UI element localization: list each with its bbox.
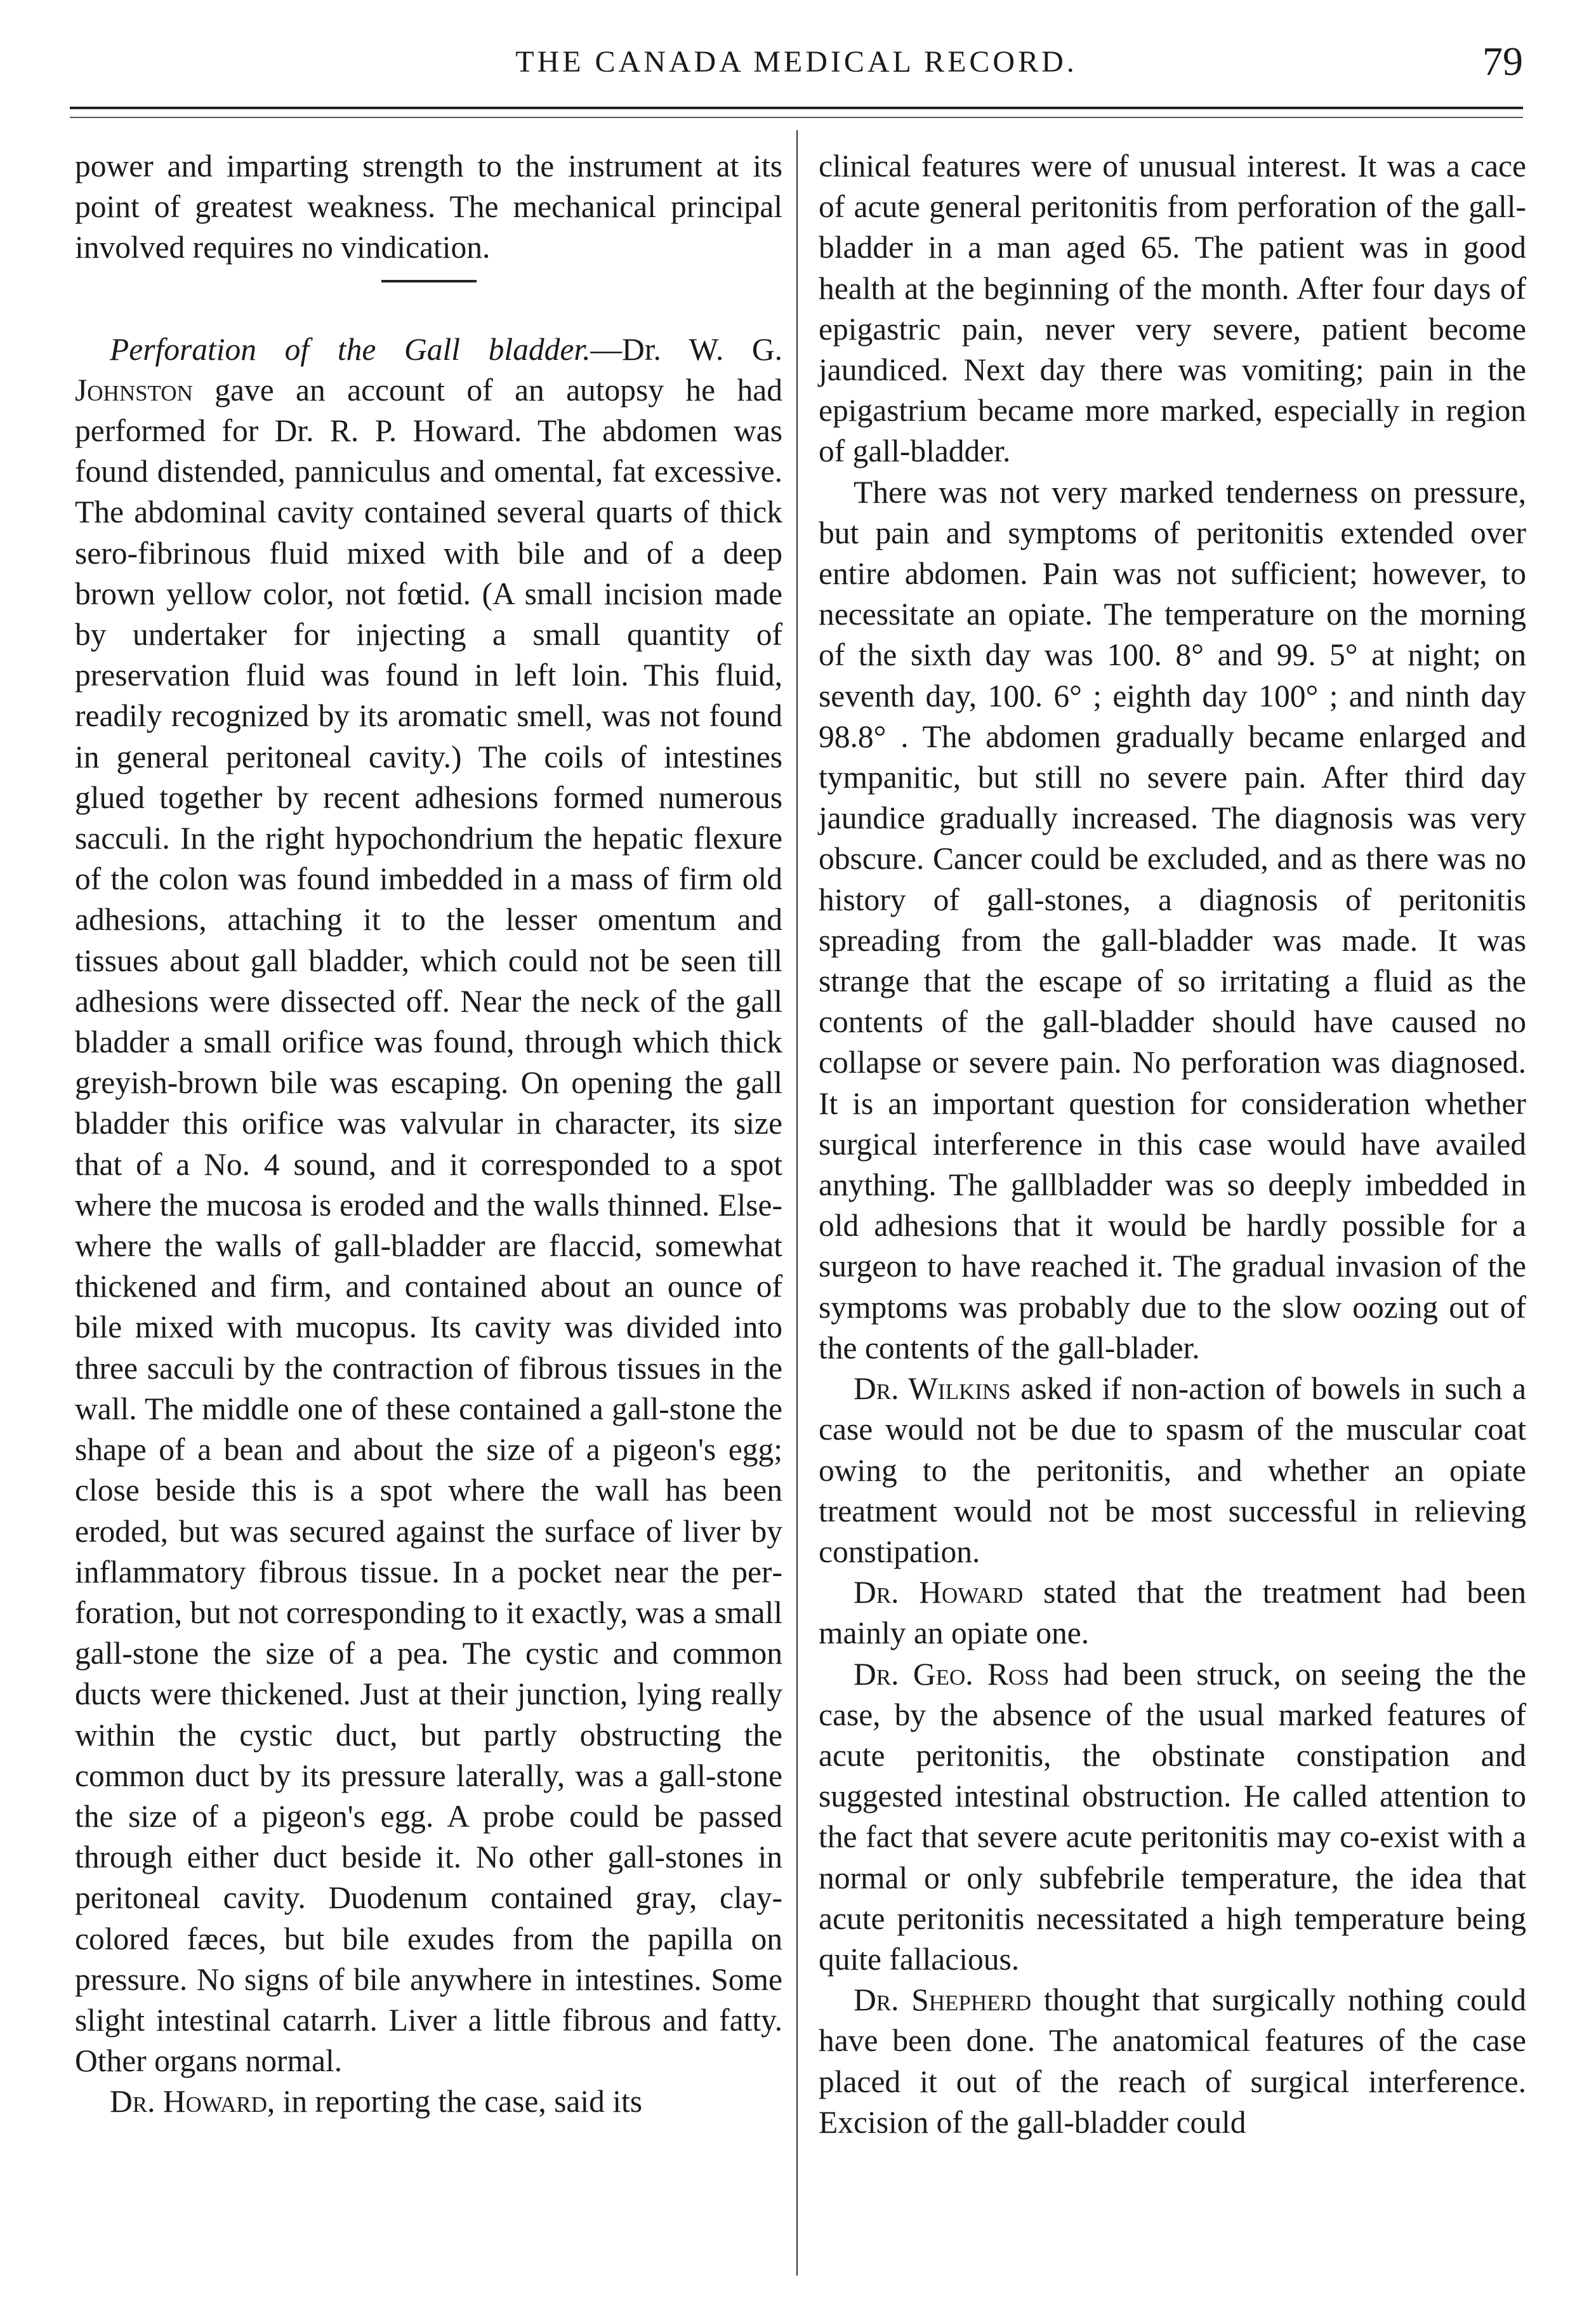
right-column [819, 146, 1526, 2143]
page-number: 79 [1482, 39, 1523, 84]
paragraph-shepherd [819, 1980, 1526, 2143]
speaker-name: Dr. Howard [854, 1575, 1024, 1610]
author-name: Johnston [75, 372, 193, 408]
paragraph-howard-reply [819, 1572, 1526, 1654]
left-column [75, 146, 782, 2123]
paragraph-body: had been struck, on seeing the the case, by the absence of the usual marked features of acute peritonitis, the obstinate constipation and suggested intestinal obstruction. He called attention to the fact that severe acute peritonitis may co-exist with a normal or only subfebrile temperature, the idea that acute peritonitis necessitated a high temperature being quite fallacious. [819, 1656, 1526, 1977]
paragraph-ross [819, 1654, 1526, 1980]
paragraph-continuation: power and imparting strength to the instrument at its point of greatest weakness. The mechanical principal involved requires no vindication. [75, 149, 782, 265]
section-dash: —Dr. W. G. [590, 331, 782, 367]
running-header [70, 38, 1523, 95]
section-separator [381, 280, 477, 282]
paragraph-body: gave an account of an autopsy he had performed for Dr. R. P. Howard. The abdomen was found distended, panniculus and omental, fat excessive. The abdominal cavity contained several quarts of thick sero-fibrinous fluid mixed with bile and of a deep brown yellow color, not fœtid. (A small incision made by undertaker for injecting a small quantity of preservation fluid was found in left loin. This fluid, readily recognized by its aromatic smell, was not found in general peritoneal cavity.) The coils of intestines glued together by recent adhesions formed numerous sacculi. In the right hypochondrium the hepatic flexure of the colon was found imbedded in a mass of firm old adhesions, attaching it to the lesser omentum and tissues about gall bladder, which could not be seen till adhesions were dissected off. Near the neck of the gall bladder a small orifice was found, through which thick greyish-brown bile was escaping. On opening the gall bladder this orifice was valvular in character, its size that of a No. 4 sound, and it corresponded to a spot where the mucosa is eroded and the walls thinned. Elsewhere the walls of gall-bladder are flaccid, somewhat thickened and firm, and contained about an ounce of bile mixed with mucopus. Its cavity was divided into three sacculi by the contraction of fibrous tissues in the wall. The middle one of these contained a gall-stone the shape of a bean and about the size of a pigeon's egg; close beside this is a spot where the wall has been eroded, but was secured against the surface of liver by inflammatory fibrous tissue. In a pocket near the perforation, but not corresponding to it exactly, was a small gall-stone the size of a pea. The cystic and common ducts were thickened. Just at their junction, lying really within the cystic duct, but partly obstructing the common duct by its pressure laterally, was a gall-stone the size of a pigeon's egg. A probe could be passed through either duct beside it. No other gall-stones in peritoneal cavity. Duodenum contained gray, claycolored fæces, but bile exudes from the papilla on pressure. No signs of bile anywhere in intestines. Some slight intestinal catarrh. Liver a little fibrous and fatty. Other organs normal. [75, 372, 782, 2079]
speaker-name: Dr. Geo. Ross [854, 1656, 1050, 1692]
paragraph-symptoms: There was not very marked tenderness on pressure, but pain and symptoms of peritonitis extended over entire abdomen. Pain was not sufficient; however, to necessitate an opiate. The temperature on the morning of the sixth day was 100. 8° and 99. 5° at night; on seventh day, 100. 6° ; eighth day 100° ; and ninth day 98.8° . The abdomen gradually became enlarged and tympanitic, but still no severe pain. After third day jaundice gradually increased. The diagnosis was very obscure. Cancer could be excluded, and as there was no history of gall-stones, a diagnosis of peritonitis spreading from the gall-bladder was made. It was strange that the escape of so irritating a fluid as the contents of the gall-bladder should have caused no collapse or severe pain. No perforation was diagnosed. It is an important question for consideration whether surgical interference in this case would have availed anything. The gallbladder was so deeply imbedded in old adhesions that it would be hardly possible for a surgeon to have reached it. The gradual invasion of the symptoms was probably due to the slow oozing out of the contents of the gall-blader. [819, 474, 1526, 1365]
paragraph-clinical-features: clinical features were of unusual interest. It was a cace of acute general peritonitis from perforation of the gall-bladder in a man aged 65. The patient was in good health at the beginning of the month. After four days of epigastric pain, never very severe, patient become jaundiced. Next day there was vomiting; pain in the epigastrium became more marked, especially in region of gall-bladder. [819, 149, 1526, 469]
header-rule-thin [70, 117, 1523, 118]
speaker-name: Dr. Wilkins [854, 1371, 1011, 1407]
paragraph-gall-bladder-report [75, 329, 782, 2082]
paragraph-body: stated that the treatment had been mainly an opiate one. [819, 1575, 1526, 1651]
paragraph-howard-intro [75, 2081, 782, 2122]
column-divider [796, 130, 798, 2276]
section-title: Perforation of the Gall bladder. [110, 331, 591, 367]
paragraph-body: thought that surgically nothing could have been done. The anatomical features of the case placed it out of the reach of surgical interference. Excision of the gall-bladder could [819, 1982, 1526, 2140]
speaker-name: Dr. Howard [110, 2084, 267, 2119]
paragraph-body: , in reporting the case, said its [267, 2084, 643, 2119]
journal-title: THE CANADA MEDICAL RECORD. [515, 45, 1078, 79]
paragraph-body: asked if non-action of bowels in such a case would not be due to spasm of the muscular coat owing to the peritonitis, and whether an opiate treatment would not be most successful in relieving constipation. [819, 1371, 1526, 1569]
speaker-name: Dr. Shepherd [854, 1982, 1032, 2018]
paragraph-wilkins [819, 1369, 1526, 1572]
header-rule-thick [70, 107, 1523, 109]
